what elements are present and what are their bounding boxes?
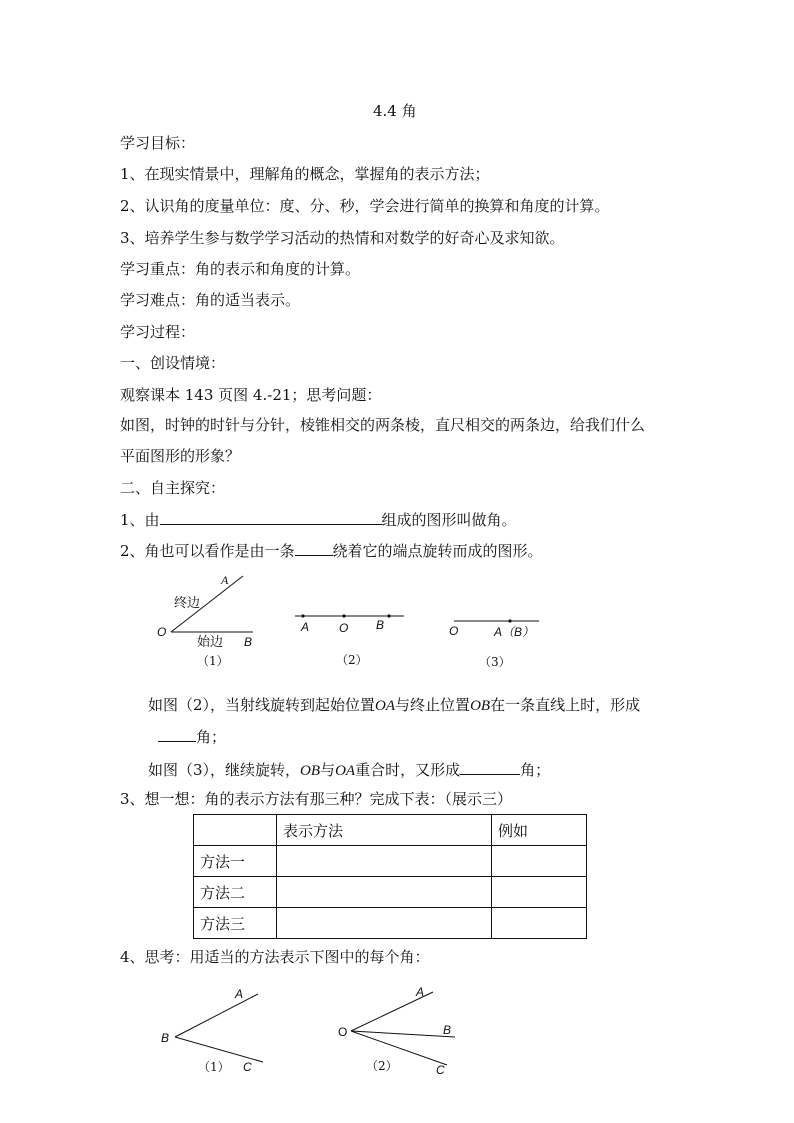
observe-line: 观察课本 143 页图 4.-21；思考问题： [120, 386, 382, 404]
fig3-label-O: O [449, 624, 459, 638]
table-header-row [194, 815, 587, 846]
q1-blank[interactable] [160, 509, 382, 525]
q2-prefix: 2、角也可以看作是由一条 [120, 542, 295, 560]
fig3-caption: （3） [479, 655, 511, 669]
fig2-point-O [342, 614, 345, 617]
objective-2: 2、认识角的度量单位：度、分、秒，学会进行简单的换算和角度的计算。 [120, 197, 610, 215]
left-label-A: A [235, 987, 244, 1001]
question-line-2: 平面图形的形象？ [120, 447, 241, 465]
para3-OA: OA [335, 763, 356, 779]
table-cell: 方法一 [194, 846, 277, 877]
fig3-label-AB: A（B） [494, 625, 535, 639]
left-caption: （1） [198, 1060, 230, 1074]
fig3-point-AB [508, 619, 511, 622]
table-header-cell: 表示方法 [277, 815, 492, 846]
table-row [194, 846, 587, 877]
process-heading: 学习过程： [120, 323, 196, 341]
para3-blank[interactable] [460, 759, 520, 775]
fig2-caption: （2） [336, 653, 368, 667]
para2-OA: OA [375, 698, 396, 714]
section2-heading: 二、自主探究： [120, 479, 226, 497]
table-row [194, 908, 587, 939]
para3-mid: 与 [320, 761, 336, 779]
angle-figures [150, 980, 470, 1080]
left-label-C: C [243, 1060, 252, 1074]
q2-suffix: 绕着它的端点旋转而成的图形。 [332, 542, 543, 560]
objective-1: 1、在现实情景中，理解角的概念，掌握角的表示方法； [120, 165, 490, 183]
question-4: 4、思考：用适当的方法表示下图中的每个角： [120, 948, 430, 966]
right-label-O: O [338, 1025, 348, 1039]
initial-side-label: 始边 [197, 635, 224, 650]
paragraph-fig2-line2 [158, 726, 226, 747]
fig2-label-O: O [339, 621, 349, 635]
fig2-label-B: B [376, 618, 385, 632]
fig1-label-O: O [157, 625, 167, 639]
fig2-point-A [301, 614, 304, 617]
question-3: 3、想一想：角的表示方法有那三种？完成下表：（展示三） [120, 790, 513, 808]
para3-OB: OB [300, 763, 321, 779]
right-label-A: A [416, 985, 425, 999]
table-cell[interactable] [492, 846, 587, 877]
representation-table [193, 814, 587, 939]
table-cell: 方法二 [194, 877, 277, 908]
para2-line2-suffix: 角； [196, 728, 227, 746]
terminal-side-label: 终边 [174, 596, 201, 611]
table-header-cell: 例如 [492, 815, 587, 846]
difficult-point: 学习难点：角的适当表示。 [120, 291, 301, 309]
rotation-figures [140, 565, 560, 675]
left-ray-BA [175, 994, 258, 1037]
para3-suffix: 角； [520, 761, 551, 779]
fig2-point-B [387, 614, 390, 617]
table-cell[interactable] [277, 846, 492, 877]
table-header-cell [194, 815, 277, 846]
q1-suffix: 组成的图形叫做角。 [381, 511, 517, 529]
table-cell[interactable] [492, 908, 587, 939]
para2-mid: 与终止位置 [395, 696, 471, 714]
table-cell[interactable] [277, 908, 492, 939]
para2-OB: OB [470, 698, 491, 714]
objective-3: 3、培养学生参与数学学习活动的热情和对数学的好奇心及求知欲。 [120, 229, 565, 247]
table-cell[interactable] [277, 877, 492, 908]
fig1-label-A: A [221, 573, 229, 587]
table-cell[interactable] [492, 877, 587, 908]
right-label-B: B [443, 1023, 452, 1037]
para2-suffix: 在一条直线上时，形成 [490, 696, 641, 714]
question-2 [120, 540, 543, 561]
left-ray-BC [175, 1037, 263, 1062]
question-line-1: 如图，时钟的时针与分针，棱锥相交的两条棱，直尺相交的两条边，给我们什么 [120, 416, 646, 434]
table-row [194, 877, 587, 908]
fig1-caption: （1） [197, 654, 229, 668]
left-label-B: B [161, 1031, 170, 1045]
para2-blank[interactable] [158, 726, 196, 742]
para2-prefix: 如图（2），当射线旋转到起始位置 [148, 696, 376, 714]
fig1-label-B: B [244, 635, 253, 649]
right-caption: （2） [366, 1059, 398, 1073]
section1-heading: 一、创设情境： [120, 354, 226, 372]
para3-mid2: 重合时，又形成 [355, 761, 461, 779]
paragraph-fig3 [148, 759, 550, 781]
para3-prefix: 如图（3），继续旋转， [148, 761, 301, 779]
q1-prefix: 1、由 [120, 511, 160, 529]
fig2-label-A: A [301, 620, 310, 634]
paragraph-fig2 [148, 695, 640, 716]
page-title: 4.4 角 [373, 102, 417, 120]
objectives-heading: 学习目标： [120, 134, 196, 152]
table-cell: 方法三 [194, 908, 277, 939]
right-label-C: C [436, 1063, 445, 1077]
q2-blank[interactable] [295, 540, 333, 556]
question-1 [120, 509, 517, 530]
key-point: 学习重点：角的表示和角度的计算。 [120, 260, 361, 278]
